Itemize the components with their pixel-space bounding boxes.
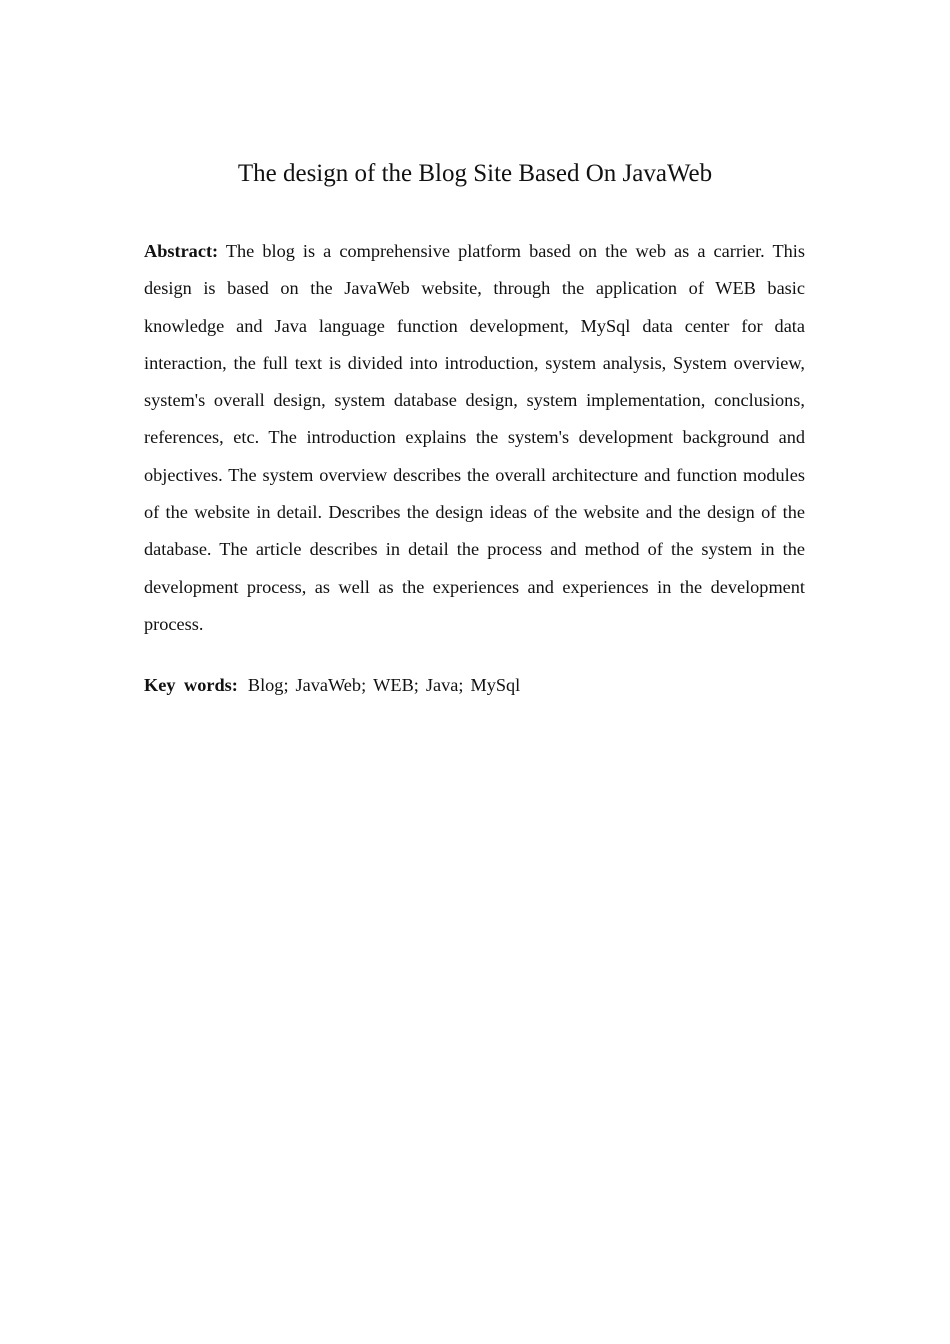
keyword-item: Java <box>425 675 459 695</box>
keyword-separator: ; <box>413 675 419 695</box>
abstract-label: Abstract: <box>144 241 219 261</box>
document-title: The design of the Blog Site Based On JavaWeb <box>237 160 713 187</box>
keyword-separator: ; <box>458 675 464 695</box>
abstract-paragraph <box>144 233 805 643</box>
keyword-item: Blog <box>247 675 284 695</box>
keyword-item: WEB <box>373 675 414 695</box>
keywords-label: Key words: <box>144 675 238 695</box>
abstract-text: The blog is a comprehensive platform based on the web as a carrier. This design is based on the JavaWeb website, through the application of WEB basic knowledge and Java language function development, MySql data center for data interaction, the full text is divided into introduction, system analysis, System overview, system's overall design, system database design, system implementation, conclusions, references, etc. The introduction explains the system's development background and objectives. The system overview describes the overall architecture and function modules of the website in detail. Describes the design ideas of the website and the design of the database. The article describes in detail the process and method of the system in the development process, as well as the experiences and experiences in the development process. <box>144 241 805 634</box>
keyword-item: MySql <box>470 675 521 695</box>
keywords-line <box>144 667 805 704</box>
keyword-separator: ; <box>361 675 367 695</box>
keyword-item: JavaWeb <box>295 675 362 695</box>
keyword-separator: ; <box>283 675 289 695</box>
